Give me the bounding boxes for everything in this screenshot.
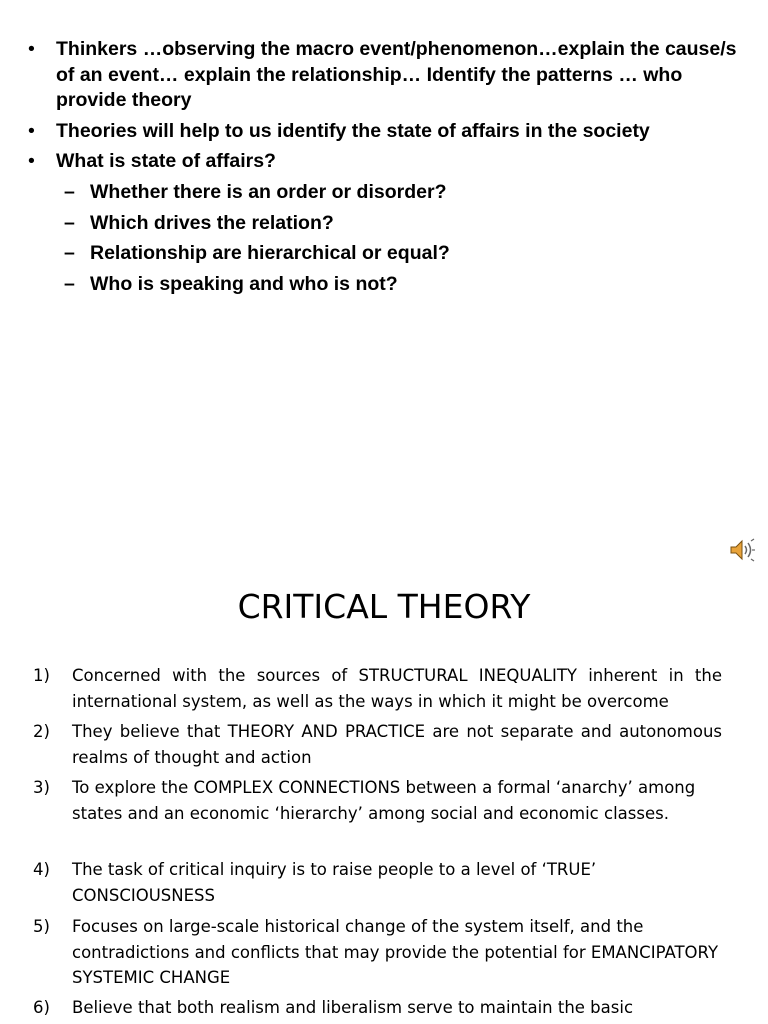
sub-bullet-text: Whether there is an order or disorder? xyxy=(90,181,447,203)
list-item xyxy=(33,995,722,1021)
bullet-glyph: • xyxy=(28,38,35,60)
slide-title: CRITICAL THEORY xyxy=(237,587,531,626)
item-text: The task of critical inquiry is to raise people to a level of ‘TRUE’ CONSCIOUSNESS xyxy=(72,860,597,905)
bullet-glyph: • xyxy=(28,120,35,142)
list-item xyxy=(33,663,722,714)
sub-bullet-item xyxy=(64,211,740,237)
item-text: They believe that THEORY AND PRACTICE are not separate and autonomous realms of thought and action xyxy=(72,722,722,767)
bullet-text: Theories will help to us identify the state of affairs in the society xyxy=(56,120,650,142)
sub-bullet-item xyxy=(64,241,740,267)
item-number: 6) xyxy=(33,998,50,1017)
item-text: To explore the COMPLEX CONNECTIONS between a formal ‘anarchy’ among states and an economic ‘hierarchy’ among social and economic classes. xyxy=(72,778,696,823)
sub-bullet-item xyxy=(64,180,740,206)
bullet-glyph: • xyxy=(28,150,35,172)
list-item xyxy=(33,775,722,826)
item-number: 3) xyxy=(33,778,50,797)
item-number: 1) xyxy=(33,666,50,685)
bullet-text: Thinkers …observing the macro event/phenomenon…explain the cause/s of an event… explain the relationship… Identify the patterns … who provide theory xyxy=(56,38,737,111)
item-number: 5) xyxy=(33,917,50,936)
bullet-item xyxy=(28,37,746,114)
dash-glyph: – xyxy=(64,212,75,234)
item-number: 4) xyxy=(33,860,50,879)
sub-bullet-text: Which drives the relation? xyxy=(90,212,334,234)
item-text: Believe that both realism and liberalism serve to maintain the basic xyxy=(72,998,634,1017)
speaker-icon[interactable] xyxy=(728,536,756,564)
item-number: 2) xyxy=(33,722,50,741)
bullet-item xyxy=(28,119,746,145)
item-text: Focuses on large-scale historical change of the system itself, and the contradictions and conflicts that may provide the potential for EMANCIPATORY SYSTEMIC CHANGE xyxy=(72,917,719,987)
dash-glyph: – xyxy=(64,181,75,203)
sub-bullet-text: Relationship are hierarchical or equal? xyxy=(90,242,450,264)
sub-bullet-text: Who is speaking and who is not? xyxy=(90,273,398,295)
item-text: Concerned with the sources of STRUCTURAL INEQUALITY inherent in the international system, as well as the ways in which it might be overcome xyxy=(72,666,722,711)
dash-glyph: – xyxy=(64,242,75,264)
list-item xyxy=(33,857,722,908)
dash-glyph: – xyxy=(64,273,75,295)
sub-bullet-item xyxy=(64,272,740,298)
list-item xyxy=(33,914,722,991)
bullet-item xyxy=(28,149,746,175)
list-item xyxy=(33,719,722,770)
bullet-text: What is state of affairs? xyxy=(56,150,276,172)
